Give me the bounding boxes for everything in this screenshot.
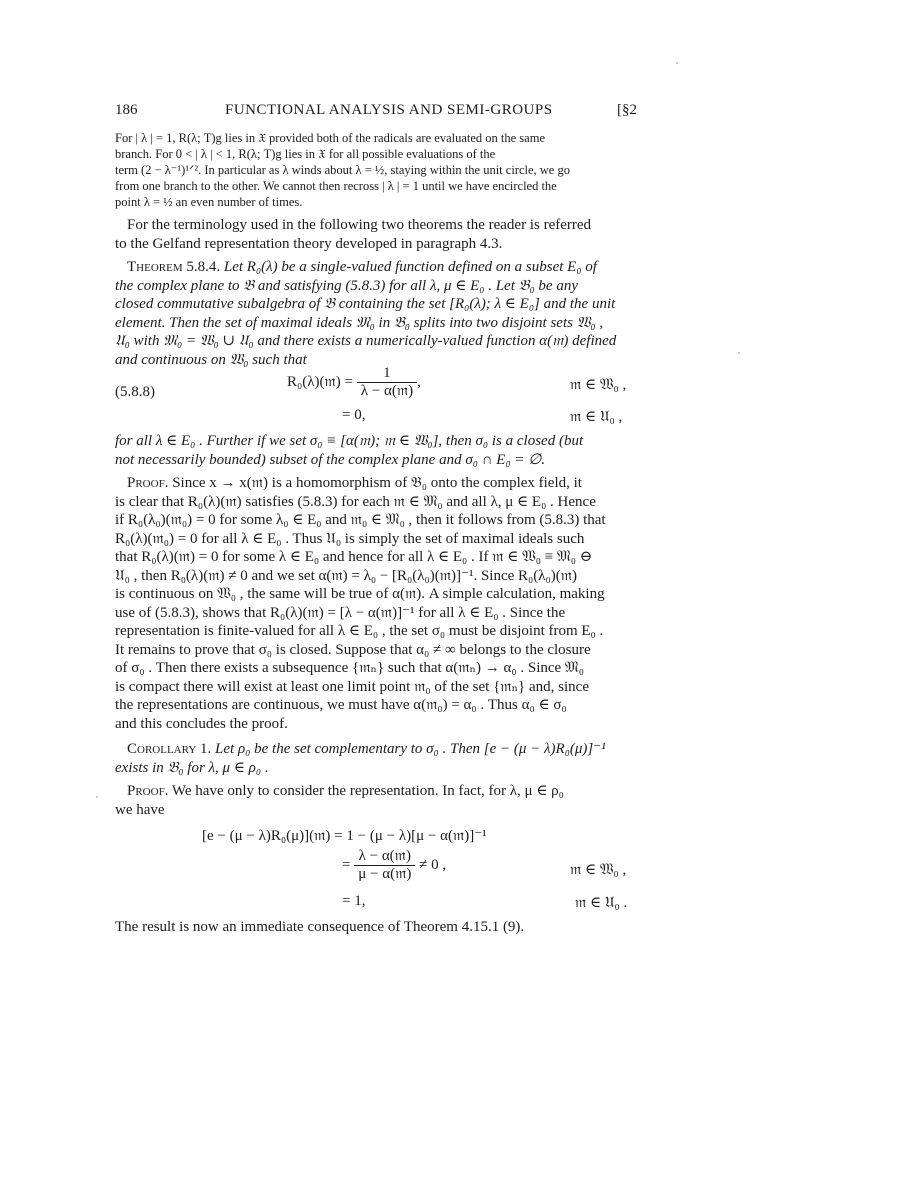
note-line: from one branch to the other. We cannot then recross | λ | = 1 until we have encircled the: [115, 179, 557, 193]
note-line: For | λ | = 1, R(λ; T)g lies in 𝔛 provided both of the radicals are evaluated on the same: [115, 131, 545, 145]
theorem-line: and continuous on 𝔚₀ such that: [115, 351, 307, 368]
theorem-continuation: [115, 432, 635, 469]
proof-line: and this concludes the proof.: [115, 715, 288, 732]
section-marker: [§2: [617, 102, 637, 118]
proof-line: Proof. We have only to consider the representation. In fact, for λ, μ ∈ ρ₀: [127, 783, 564, 799]
proof-block: [115, 474, 635, 733]
proof-line: R₀(λ)(𝔪₀) = 0 for all λ ∈ E₀ . Thus 𝔘₀ is simply the set of maximal ideals such: [115, 530, 585, 547]
proof-2-block: [115, 782, 635, 819]
proof-line: we have: [115, 801, 165, 818]
corollary-line: exists in 𝔅₀ for λ, μ ∈ ρ₀ .: [115, 759, 269, 776]
theorem-label: Theorem 5.8.4.: [127, 259, 221, 275]
equation-condition: 𝔪 ∈ 𝔘₀ .: [575, 895, 628, 911]
equation-final-line3: = 1,: [342, 893, 366, 909]
conclusion-paragraph: [115, 918, 635, 937]
theorem-block: [115, 258, 635, 369]
proof-line: is continuous on 𝔚₀ , the same will be true of α(𝔪). A simple calculation, making: [115, 586, 605, 602]
equation-5-8-8-line1: R₀(λ)(𝔪) = $\frac{1}{\text{λ − α(𝔪)}}$ ,: [287, 365, 421, 399]
proof-line: use of (5.8.3), shows that R₀(λ)(𝔪) = [λ − α(𝔪)]⁻¹ for all λ ∈ E₀ . Since the: [115, 604, 566, 621]
equation-5-8-8-line2: = 0,: [342, 407, 366, 423]
running-title: FUNCTIONAL ANALYSIS AND SEMI-GROUPS: [225, 102, 553, 118]
theorem-line: 𝔘₀ with 𝔐₀ = 𝔚₀ ∪ 𝔘₀ and there exists a numerically-valued function α(𝔪) defined: [115, 333, 617, 349]
theorem-line: the complex plane to 𝔅 and satisfying (5.8.3) for all λ, μ ∈ E₀ . Let 𝔅₀ be any: [115, 277, 578, 294]
scan-speck: [96, 796, 98, 798]
intro-paragraph: [115, 216, 635, 253]
corollary-line: Corollary 1. Let ρ₀ be the set complementary to σ₀ . Then [e − (μ − λ)R₀(μ)]⁻¹: [127, 741, 606, 757]
proof-line: representation is finite-valued for all λ ∈ E₀ , the set σ₀ must be disjoint from E₀ .: [115, 623, 604, 639]
footnote-block: [115, 130, 635, 210]
proof-label: Proof.: [127, 783, 169, 799]
corollary-label: Corollary 1.: [127, 741, 212, 757]
note-line: branch. For 0 < | λ | < 1, R(λ; T)g lies in 𝔛 for all possible evaluations of the: [115, 147, 496, 161]
theorem-line: closed commutative subalgebra of 𝔅 containing the set [R₀(λ); λ ∈ E₀] and the unit: [115, 296, 616, 312]
conclusion-line: The result is now an immediate consequence of Theorem 4.15.1 (9).: [115, 919, 525, 935]
proof-line: is clear that R₀(λ)(𝔪) satisfies (5.8.3) for each 𝔪 ∈ 𝔐₀ and all λ, μ ∈ E₀ . Hence: [115, 493, 596, 510]
theorem-line: element. Then the set of maximal ideals 𝔐₀ in 𝔅₀ splits into two disjoint sets 𝔚₀ ,: [115, 314, 604, 331]
equation-final-line1: [e − (μ − λ)R₀(μ)](𝔪) = 1 − (μ − λ)[μ − α(𝔪)]⁻¹: [202, 828, 487, 844]
proof-line: of σ₀ . Then there exists a subsequence {𝔪ₙ} such that α(𝔪ₙ) → α₀ . Since 𝔐₀: [115, 660, 584, 676]
proof-label: Proof.: [127, 475, 169, 491]
fraction: $\frac{\text{λ − α(𝔪)}}{\text{μ − α(𝔪)}}$: [354, 848, 415, 883]
note-line: term (2 − λ⁻¹)¹ᐟ². In particular as λ winds about λ = ½, staying within the unit circle, we go: [115, 163, 570, 177]
intro-line: to the Gelfand representation theory developed in paragraph 4.3.: [115, 235, 503, 252]
proof-line: It remains to prove that σ₀ is closed. Suppose that α₀ ≠ ∞ belongs to the closure: [115, 641, 591, 658]
page-number: 186: [115, 102, 138, 118]
proof-line: the representations are continuous, we must have α(𝔪₀) = α₀ . Thus α₀ ∈ σ₀: [115, 697, 567, 713]
scan-speck: [738, 352, 740, 354]
running-head: [115, 102, 635, 122]
equation-condition: 𝔪 ∈ 𝔚₀ ,: [570, 377, 627, 393]
equation-number: (5.8.8): [115, 384, 155, 400]
theorem-line: not necessarily bounded) subset of the complex plane and σ₀ ∩ E₀ = ∅.: [115, 451, 546, 468]
fraction: $\frac{1}{\text{λ − α(𝔪)}}$: [357, 365, 417, 400]
corollary-block: [115, 740, 635, 777]
theorem-line: for all λ ∈ E₀ . Further if we set σ₀ ≡ [α(𝔪); 𝔪 ∈ 𝔚₀], then σ₀ is a closed (but: [115, 433, 584, 449]
proof-line: if R₀(λ₀)(𝔪₀) = 0 for some λ₀ ∈ E₀ and 𝔪₀ ∈ 𝔐₀ , then it follows from (5.8.3) that: [115, 512, 606, 528]
proof-line: that R₀(λ)(𝔪) = 0 for some λ ∈ E₀ and hence for all λ ∈ E₀ . If 𝔪 ∈ 𝔚₀ ≡ 𝔐₀ ⊖: [115, 549, 593, 565]
theorem-line: Theorem 5.8.4. Let R₀(λ) be a single-valued function defined on a subset E₀ of: [127, 259, 597, 275]
intro-line: For the terminology used in the following two theorems the reader is referred: [127, 217, 592, 233]
note-line: point λ = ½ an even number of times.: [115, 195, 303, 209]
equation-condition: 𝔪 ∈ 𝔚₀ ,: [570, 862, 627, 878]
scan-speck: [676, 62, 678, 64]
proof-line: is compact there will exist at least one limit point 𝔪₀ of the set {𝔪ₙ} and, since: [115, 678, 589, 695]
proof-line: 𝔘₀ , then R₀(λ)(𝔪) ≠ 0 and we set α(𝔪) = λ₀ − [R₀(λ₀)(𝔪)]⁻¹. Since R₀(λ₀)(𝔪): [115, 567, 578, 584]
proof-line: Proof. Since x → x(𝔪) is a homomorphism of 𝔅₀ onto the complex field, it: [127, 475, 582, 491]
equation-final-line2: = $\frac{\text{λ − α(𝔪)}}{\text{μ − α(𝔪)}}$ ≠ 0 ,: [342, 848, 447, 882]
equation-condition: 𝔪 ∈ 𝔘₀ ,: [570, 409, 623, 425]
